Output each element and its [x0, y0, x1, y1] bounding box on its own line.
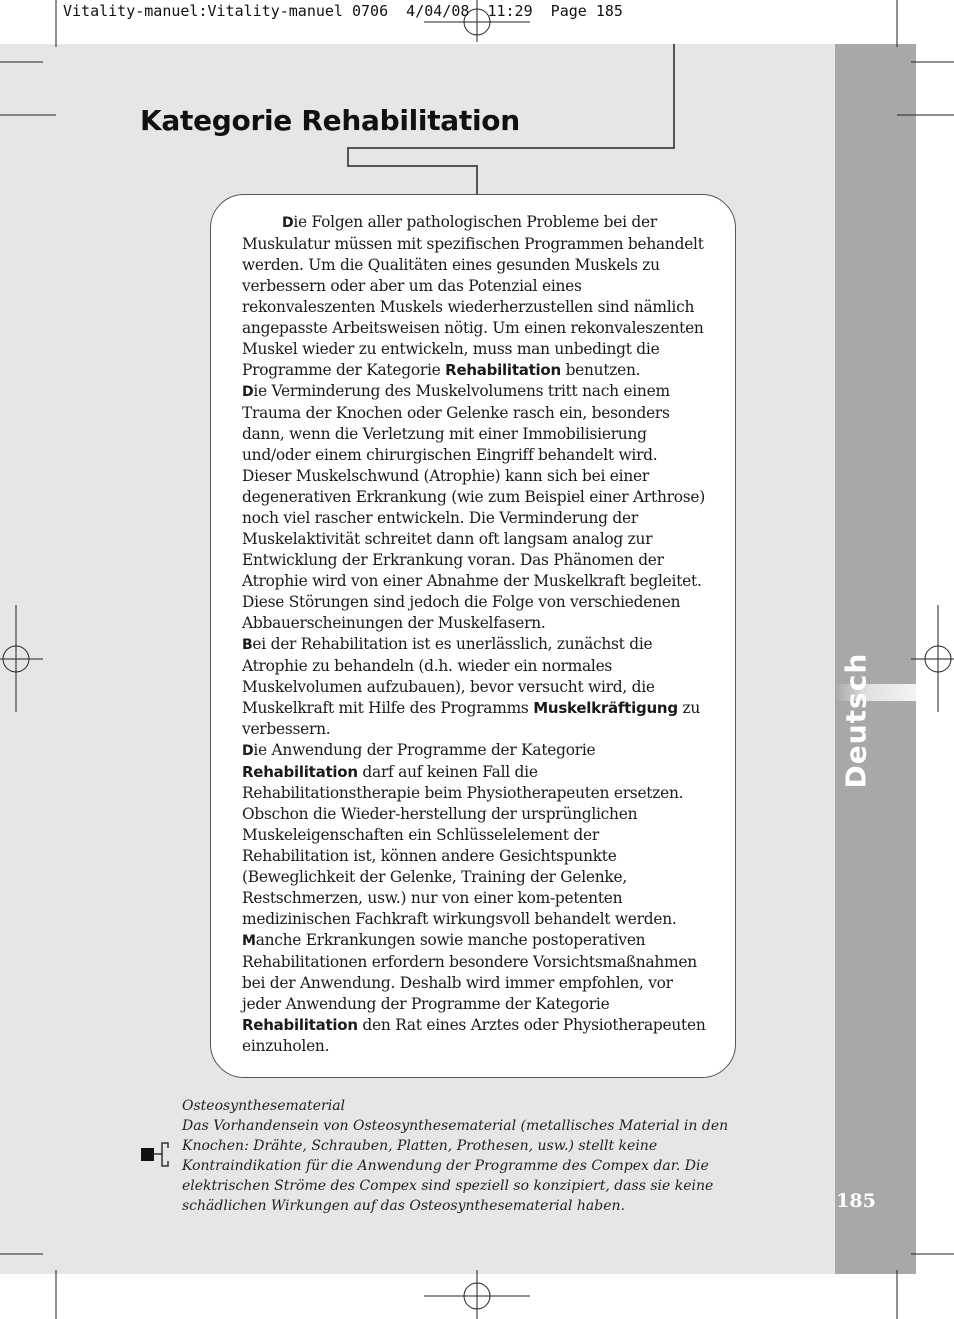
paragraph-text: ei der Rehabilitation ist es unerlässlich, zunächst die Atrophie zu behandeln (d.h. wieder ein normales Muskelvolumen aufzubauen), bevor versucht wird, die Muskelkraft mit Hilfe des Programms — [242, 635, 655, 717]
keyword-muskelkraeftigung: Muskelkräftigung — [533, 699, 678, 717]
print-slug: Vitality-manuel:Vitality-manuel 0706 4/04/08 11:29 Page 185 — [63, 2, 623, 20]
keyword-rehabilitation: Rehabilitation — [242, 1016, 358, 1034]
paragraph-text: ie Folgen aller pathologischen Probleme bei der Muskulatur müssen mit spezifischen Programmen behandelt werden. Um die Qualitäten eines gesunden Muskels zu verbessern oder aber um das Potenzial eines rekonvaleszenten Muskels wiederherzustellen sind nämlich angepasste Arbeitsweisen nötig. Um einen rekonvaleszenten Muskel wieder zu entwickeln, muss man unbedingt die Programme der Kategorie — [242, 213, 704, 379]
initial-letter: D — [242, 743, 254, 759]
paragraph-text: ie Anwendung der Programme der Kategorie — [253, 741, 596, 759]
initial-letter: D — [282, 215, 294, 231]
note-text: Das Vorhandensein von Osteosynthesematerial (metallisches Material in den Knochen: Drähte, Schrauben, Platten, Prothesen, usw.) stellt keine Kontraindikation für die Anwendung der Programme des Compex dar. Die elektrischen Ströme des Compex sind speziell so konzipiert, dass sie keine schädlichen Wirkungen auf das Osteosynthesematerial haben. — [182, 1118, 729, 1214]
initial-letter: M — [242, 933, 256, 949]
paragraph-text: anche Erkrankungen sowie manche postoperativen Rehabilitationen erfordern besondere Vorsichtsmaßnahmen bei der Anwendung. Deshalb wird immer empfohlen, vor jeder Anwendung der Programme der Kategorie — [242, 931, 697, 1013]
keyword-rehabilitation: Rehabilitation — [242, 763, 358, 781]
paragraph-text-end: zu verbessern. — [242, 699, 700, 738]
language-tab-label: Deutsch — [839, 652, 873, 789]
page-title: Kategorie Rehabilitation — [140, 104, 520, 137]
paragraph-text: ie Verminderung des Muskelvolumens tritt nach einem Trauma der Knochen oder Gelenke rasch ein, besonders dann, wenn die Verletzung mit einer Immobilisierung und/oder einem chirurgischen Eingriff behandelt wird. Dieser Muskelschwund (Atrophie) kann sich bei einer degenerativen Erkrankung (wie zum Beispiel einer Arthrose) noch viel rascher entwickeln. Die Verminderung der Muskelaktivität schreitet dann oft langsam analog zur Entwicklung der Erkrankung voran. Das Phänomen der Atrophie wird von einer Abnahme der Muskelkraft begleitet. Diese Störungen sind jedoch die Folge von verschiedenen Abbauerscheinungen der Muskelfasern. — [242, 382, 705, 632]
paragraph-text-end: darf auf keinen Fall die Rehabilitationstherapie beim Physiotherapeuten ersetzen. Obschon die Wieder-herstellung der ursprünglichen Muskeleigenschaften ein Schlüsselelement der Rehabilitation ist, können andere Gesichtspunkte (Beweglichkeit der Gelenke, Training der Gelenke, Restschmerzen, usw.) nur von einer kom-petenten medizinischen Fachkraft wirkungsvoll behandelt werden. — [242, 763, 684, 928]
keyword-rehabilitation: Rehabilitation — [445, 361, 561, 379]
paragraph-text-end: benutzen. — [560, 361, 641, 379]
note-title: Osteosynthesematerial — [182, 1098, 346, 1114]
initial-letter: B — [242, 637, 253, 653]
page-number: 185 — [836, 1190, 876, 1212]
initial-letter: D — [242, 384, 254, 400]
paragraph-text-end: den Rat eines Arztes oder Physiotherapeuten einzuholen. — [242, 1016, 706, 1055]
